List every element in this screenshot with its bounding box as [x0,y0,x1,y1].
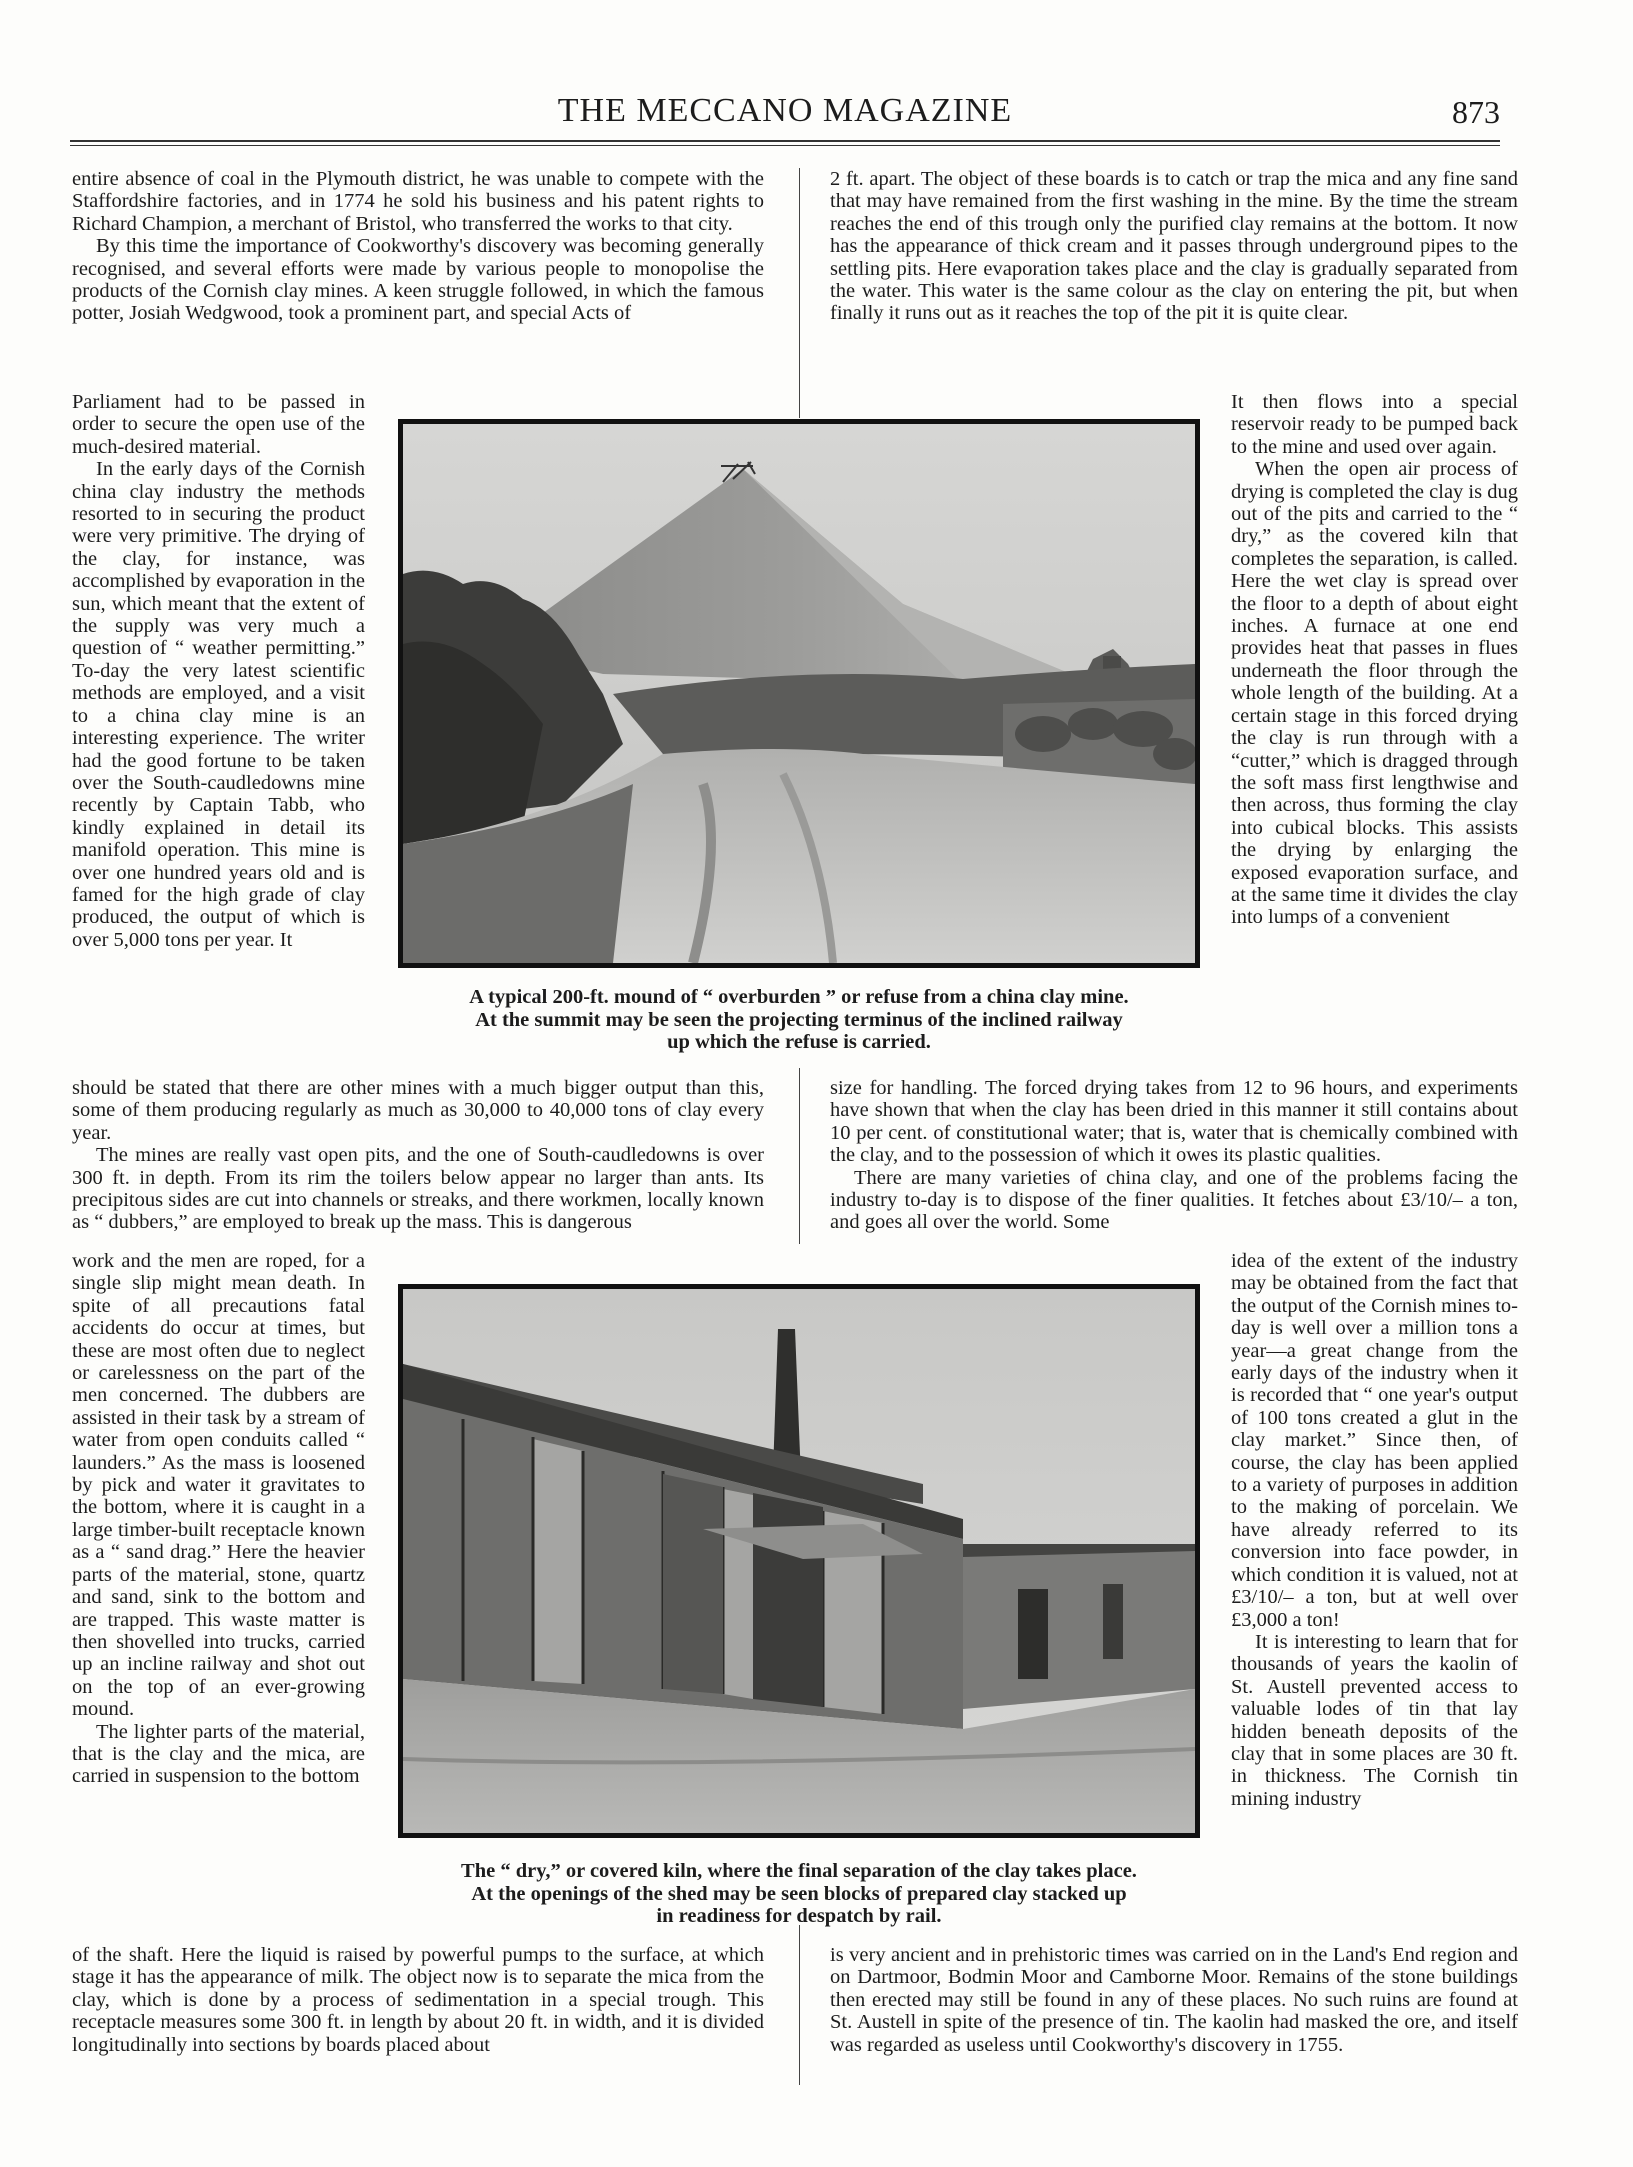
column-divider-top [799,168,800,418]
photo-overburden-mound [398,419,1200,968]
mound-illustration [403,424,1195,963]
paragraph: In the early days of the Cornish china clay industry the methods resorted to in securing the product were very primitive. The drying of the clay, for instance, was accomplished by evaporation in the sun, which meant that the extent of the supply was very much a question of “ weather permitting.” To-day the very latest scientific methods are employed, and a visit to a china clay mine is an interesting experience. The writer had the good fortune to be taken over the South-caudledowns mine recently by Captain Tabb, who kindly explained in detail its manifold operation. This mine is over one hundred years old and is famed for the high grade of clay produced, the output of which is over 5,000 tons per year. It [72,458,365,951]
magazine-title: THE MECCANO MAGAZINE [557,92,1013,129]
right-text-bottom [830,1944,1518,2056]
paragraph: There are many varieties of china clay, and one of the problems facing the industry to-day is to dispose of the finer qualities. It fetches about £3/10/– a ton, and goes all over the world. Some [830,1166,1518,1234]
paragraph: When the open air process of drying is completed the clay is dug out of the pits and carried to the “ dry,” as the covered kiln that completes the separation, is called. Here the wet clay is spread over the floor to a depth of about eight inches. A furnace at one end provides heat that passes in flues underneath the floor through the whole length of the building. At a certain stage in this forced drying the clay is run through with a “cutter,” which is dragged through the soft mass first lengthwise and then across, thus forming the clay into cubical blocks. This assists the drying by enlarging the exposed evaporation surface, and at the same time it divides the clay into lumps of a convenient [1231,458,1518,929]
left-text-middle [72,1077,764,1234]
right-text-middle [830,1077,1518,1234]
paragraph: work and the men are roped, for a single slip might mean death. In spite of all precautions fatal accidents do occur at times, but these are most often due to neglect or carelessness on the part of the men concerned. The dubbers are assisted in their task by a stream of water from open conduits called “ launders.” As the mass is loosened by pick and water it gravitates to the bottom, where it is caught in a large timber-built receptacle known as a “ sand drag.” Here the heavier parts of the material, stone, quartz and sand, sink to the bottom and are trapped. This waste matter is then shovelled into trucks, carried up an incline railway and shot out on the top of an ever-growing mound. [72,1250,365,1721]
paragraph: of the shaft. Here the liquid is raised by powerful pumps to the surface, at which stage it has the appearance of milk. The object now is to separate the mica from the clay, which is done by a process of sedimentation in a special trough. This receptacle measures some 300 ft. in length by about 20 ft. in width, and it is divided longitudinally into sections by boards placed about [72,1944,764,2056]
photo-covered-kiln [398,1284,1200,1838]
right-text-top [830,168,1518,325]
caption-line: At the openings of the shed may be seen blocks of prepared clay stacked up [471,1882,1127,1905]
caption-line: in readiness for despatch by rail. [656,1905,942,1927]
paragraph: It is interesting to learn that for thousands of years the kaolin of St. Austell prevented access to valuable lodes of tin that lay hidden beneath deposits of the clay that in some places are 30 ft. in thickness. The Cornish tin mining industry [1231,1630,1518,1810]
caption-line: A typical 200-ft. mound of “ overburden ” or refuse from a china clay mine. [469,986,1129,1008]
caption-line: The “ dry,” or covered kiln, where the final separation of the clay takes place. [461,1860,1137,1882]
paragraph: 2 ft. apart. The object of these boards is to catch or trap the mica and any fine sand that may have remained from the first washing in the mine. By the time the stream reaches the end of this trough only the purified clay remains at the bottom. It now has the appearance of thick cream and it passes through underground pipes to the settling pits. Here evaporation takes place and the clay is gradually separated from the water. This water is the same colour as the clay on entering the pit, but when finally it runs out as it reaches the top of the pit it is quite clear. [830,168,1518,325]
header-rule [70,140,1500,142]
right-text-narrow-2 [1231,1250,1518,1810]
paragraph: It then flows into a special reservoir ready to be pumped back to the mine and used over again. [1231,391,1518,458]
caption-line: up which the refuse is carried. [667,1031,931,1053]
page-header [70,92,1500,136]
left-text-top [72,168,764,325]
paragraph: Parliament had to be passed in order to secure the open use of the much-desired material. [72,391,365,458]
paragraph: The lighter parts of the material, that is the clay and the mica, are carried in suspension to the bottom [72,1720,365,1788]
left-text-narrow-1 [72,391,365,951]
page-number: 873 [1452,94,1500,130]
caption-line: At the summit may be seen the projecting terminus of the inclined railway [475,1008,1123,1031]
figure-caption [380,1860,1218,1928]
header-rule-thin [70,145,1500,146]
paragraph: is very ancient and in prehistoric times was carried on in the Land's End region and on Dartmoor, Bodmin Moor and Camborne Moor. Remains of the stone buildings then erected may still be found in any of these places. No such ruins are found at St. Austell in spite of the presence of tin. The kaolin had masked the ore, and itself was regarded as useless until Cookworthy's discovery in 1755. [830,1944,1518,2056]
left-text-bottom [72,1944,764,2056]
paragraph: idea of the extent of the industry may be obtained from the fact that the output of the Cornish mines to-day is well over a million tons a year—a great change from the early days of the industry when it is recorded that “ one year's output of 100 tons created a glut in the clay market.” Since then, of course, the clay has been applied to a variety of purposes in addition to the making of porcelain. We have already referred to its conversion into face powder, in which condition it is valued, not at £3/10/– a ton, but at well over £3,000 a ton! [1231,1250,1518,1631]
column-divider-bottom [799,1925,800,2085]
kiln-illustration [403,1289,1195,1833]
left-text-narrow-2 [72,1250,365,1788]
right-text-narrow-1 [1231,391,1518,929]
column-divider-middle [799,1068,800,1244]
paragraph: The mines are really vast open pits, and the one of South-caudledowns is over 300 ft. in depth. From its rim the toilers below appear no larger than ants. Its precipitous sides are cut into channels or streaks, and there workmen, locally known as “ dubbers,” are employed to break up the mass. This is dangerous [72,1144,764,1234]
paragraph: By this time the importance of Cookworthy's discovery was becoming generally recognised, and several efforts were made by various people to monopolise the products of the Cornish clay mines. A keen struggle followed, in which the famous potter, Josiah Wedgwood, took a prominent part, and special Acts of [72,235,764,325]
paragraph: entire absence of coal in the Plymouth district, he was unable to compete with the Staffordshire factories, and in 1774 he sold his business and his patent rights to Richard Champion, a merchant of Bristol, who transferred the works to that city. [72,168,764,235]
figure-caption [380,986,1218,1054]
paragraph: size for handling. The forced drying takes from 12 to 96 hours, and experiments have shown that when the clay has been dried in this manner it still contains about 10 per cent. of constitutional water; that is, water that is chemically combined with the clay, and to the possession of which it owes its plastic qualities. [830,1077,1518,1167]
paragraph: should be stated that there are other mines with a much bigger output than this, some of them producing regularly as much as 30,000 to 40,000 tons of clay every year. [72,1077,764,1144]
